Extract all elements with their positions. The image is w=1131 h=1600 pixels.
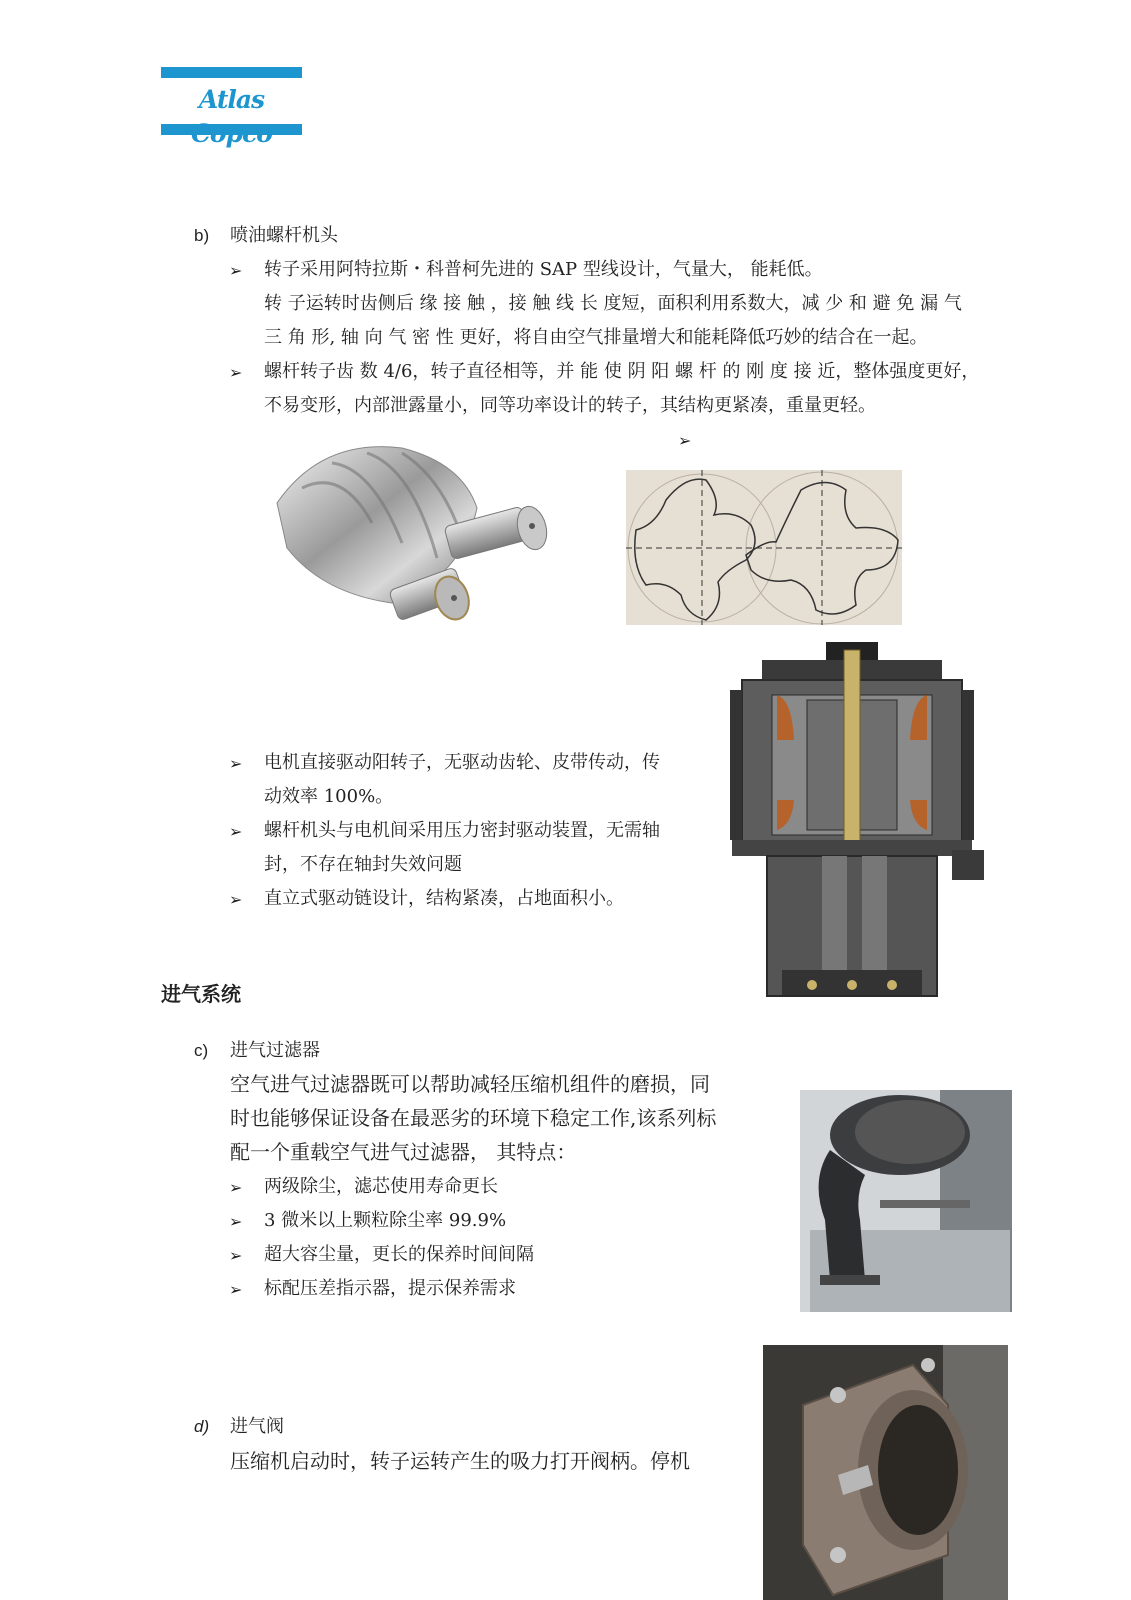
- intake-system-heading: 进气系统: [161, 982, 241, 1006]
- sec-b-bullet2-line2: 不易变形，内部泄露量小，同等功率设计的转子，其结构更紧凑，重量更轻。: [264, 395, 876, 416]
- section-c-title: 进气过滤器: [230, 1040, 320, 1061]
- sec-b-bullet3-line1: 电机直接驱动阳转子，无驱动齿轮、皮带传动，传: [264, 752, 660, 773]
- sec-b-bullet1-line1: 转子采用阿特拉斯・科普柯先进的 SAP 型线设计，气量大， 能耗低。: [264, 259, 823, 280]
- sec-d-para-line1: 压缩机启动时，转子运转产生的吸力打开阀柄。停机: [230, 1449, 690, 1473]
- bullet-arrow-icon: ➢: [229, 1178, 243, 1197]
- motor-cutaway-image: [722, 640, 990, 1010]
- bullet-arrow-icon: ➢: [229, 1246, 243, 1265]
- atlas-copco-logo: [161, 67, 302, 135]
- sec-b-bullet4-line1: 螺杆机头与电机间采用压力密封驱动装置，无需轴: [264, 820, 660, 841]
- bullet-arrow-icon: ➢: [229, 754, 243, 773]
- bullet-arrow-icon: ➢: [229, 363, 243, 382]
- sec-b-bullet5: 直立式驱动链设计，结构紧凑，占地面积小。: [264, 888, 624, 909]
- rotor-profile-diagram: [626, 470, 902, 625]
- section-b-label: b): [194, 226, 210, 245]
- sec-c-bullet1: 两级除尘，滤芯使用寿命更长: [264, 1176, 498, 1197]
- logo-bar-top: [161, 67, 302, 78]
- air-filter-image: [800, 1090, 1012, 1312]
- logo-bar-bottom: [161, 124, 302, 135]
- bullet-arrow-icon: ➢: [229, 1212, 243, 1231]
- sec-c-bullet3: 超大容尘量，更长的保养时间间隔: [264, 1244, 534, 1265]
- section-d-label: d): [194, 1417, 210, 1436]
- bullet-arrow-icon: ➢: [229, 822, 243, 841]
- logo-wordmark: Atlas: [198, 85, 265, 114]
- section-c-label: c): [194, 1041, 209, 1060]
- sec-c-para-line2: 时也能够保证设备在最恶劣的环境下稳定工作,该系列标: [230, 1106, 717, 1130]
- sec-b-bullet2-line1: 螺杆转子齿 数 4/6，转子直径相等，并 能 使 阴 阳 螺 杆 的 刚 度 接 近，整体强度更好，: [264, 361, 980, 382]
- sec-c-bullet2: 3 微米以上颗粒除尘率 99.9%: [264, 1210, 507, 1231]
- screw-rotor-image: [262, 428, 562, 638]
- sec-c-para-line3: 配一个重载空气进气过滤器， 其特点：: [230, 1140, 577, 1164]
- sec-b-bullet4-line2: 封，不存在轴封失效问题: [264, 854, 462, 875]
- sec-c-para-line1: 空气进气过滤器既可以帮助减轻压缩机组件的磨损，同: [230, 1072, 710, 1096]
- bullet-arrow-icon: ➢: [229, 261, 243, 280]
- section-b-title: 喷油螺杆机头: [230, 225, 338, 246]
- sec-b-bullet1-line2: 转 子运转时齿侧后 缘 接 触 ，接 触 线 长 度短，面积利用系数大，减 少 和 避 免 漏 气: [264, 293, 962, 314]
- bullet-arrow-icon: ➢: [229, 1280, 243, 1299]
- section-d-title: 进气阀: [230, 1416, 284, 1437]
- bullet-arrow-icon: ➢: [678, 431, 692, 450]
- bullet-arrow-icon: ➢: [229, 890, 243, 909]
- sec-b-bullet1-line3: 三 角 形, 轴 向 气 密 性 更好，将自由空气排量增大和能耗降低巧妙的结合在一起。: [264, 327, 928, 348]
- sec-b-bullet3-line2: 动效率 100%。: [264, 786, 394, 807]
- intake-valve-image: [763, 1345, 1008, 1600]
- sec-c-bullet4: 标配压差指示器，提示保养需求: [264, 1278, 516, 1299]
